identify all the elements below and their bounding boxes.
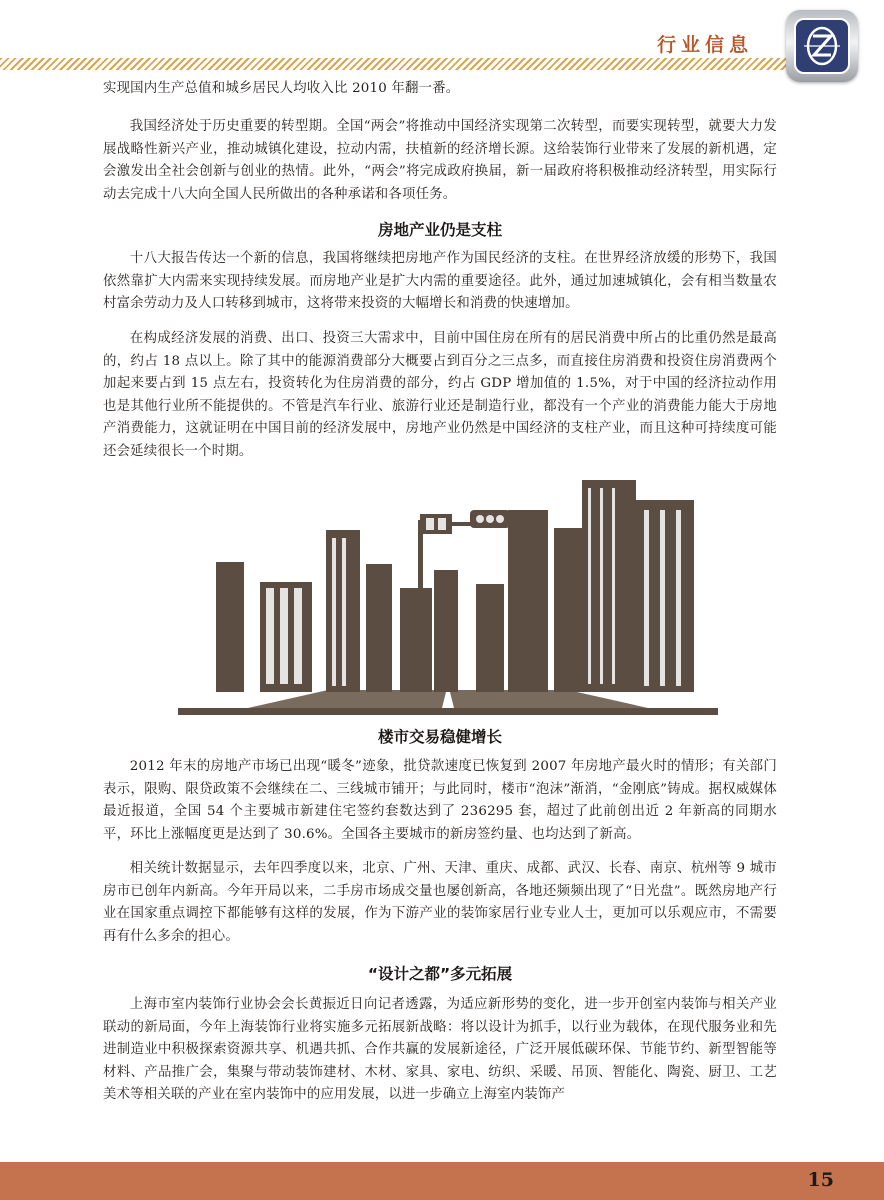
paragraph-shanghai-association: 上海市室内装饰行业协会会长黄振近日向记者透露，为适应新形势的变化，进一步开创室内装饰与相关产业联动的新局面，今年上海装饰行业将实施多元拓展新战略：将以设计为抓手，以行业为载体，在现代服务业和先进制造业中积极探索资源共享、机遇共抓、合作共赢的发展新途径，广泛开展低碳环保、节能节约、新型智能等材料、产品推广会，集聚与带动装饰建材、木材、家具、家电、纺织、采暖、吊顶、智能化、陶瓷、厨卫、工艺美术等相关联的产业在室内装饰中的应用发展，以进一步确立上海室内装饰产: [103, 997, 777, 1103]
page-number: 15: [807, 1169, 834, 1191]
paragraph-consumption: 在构成经济发展的消费、出口、投资三大需求中，目前中国住房在所有的居民消费中所占的比重仍然是最高的，约占 18 点以上。除了其中的能源消费部分大概要占到百分之三点多，而直接住房消费和投资住房消费两个加起来要占到 15 点左右，投资转化为住房消费的部分，约占 GDP 增加值的 1.5%，对于中国的经济拉动作用也是其他行业所不能提供的。不管是汽车行业、旅游行业还是制造行业，都没有一个产业的消费能力能大于房地产消费能力，这就证明在中国目前的经济发展中，房地产业仍然是中国经济的支柱产业，而且这种可持续度可能还会延续很长一个时期。: [103, 331, 777, 459]
paragraph-statistics: 相关统计数据显示，去年四季度以来，北京、广州、天津、重庆、成都、武汉、长春、南京、杭州等 9 城市房市已创年内新高。今年开局以来，二手房市场成交量也屡创新高，各地还频频出现了“日光盘”。既然房地产行业在国家重点调控下都能够有这样的发展，作为下游产业的装饰家居行业专业人士，更加可以乐观应市，不需要再有什么多余的担心。: [103, 861, 777, 944]
section-title: 行业信息: [656, 34, 753, 56]
paragraph-eighteenth-congress: 十八大报告传达一个新的信息，我国将继续把房地产作为国民经济的支柱。在世界经济放缓的形势下，我国依然靠扩大内需来实现持续发展。而房地产业是扩大内需的重要途径。此外，通过加速城镇化，会有相当数量农村富余劳动力及人口转移到城市，这将带来投资的大幅增长和消费的快速增加。: [103, 251, 777, 312]
heading-market-growth: 楼市交易稳健增长: [377, 728, 502, 746]
page-footer: [0, 1162, 884, 1200]
city-skyline-illustration: [178, 470, 718, 720]
header-stripe: [0, 58, 790, 70]
paragraph-intro: 实现国内生产总值和城乡居民人均收入比 2010 年翻一番。: [103, 81, 460, 96]
company-logo-icon: [786, 10, 858, 82]
paragraph-transformation: 我国经济处于历史重要的转型期。全国“两会”将推动中国经济实现第二次转型，而要实现转型，就要大力发展战略性新兴产业，推动城镇化建设，拉动内需，扶植新的经济增长源。这给装饰行业带来了发展的新机遇，定会激发出全社会创新与创业的热情。此外，“两会”将完成政府换届，新一届政府将积极推动经济转型，用实际行动去完成十八大向全国人民所做出的各种承诺和各项任务。: [103, 119, 777, 202]
heading-design-capital: “设计之都”多元拓展: [367, 965, 513, 983]
heading-real-estate-pillar: 房地产业仍是支柱: [377, 221, 502, 239]
paragraph-warm-winter: 2012 年末的房地产市场已出现“暖冬”迹象，批贷款速度已恢复到 2007 年房地产最火时的情形；有关部门表示，限购、限贷政策不会继续在二、三线城市铺开；与此同时，楼市“泡沫”渐消，“金刚底”铸成。据权威媒体最近报道，全国 54 个主要城市新建住宅签约套数达到了 236295 套，超过了此前创出近 2 年新高的同期水平，环比上涨幅度更是达到了 30.6%。全国各主要城市的新房签约量、也均达到了新高。: [103, 759, 777, 842]
page-header: [0, 0, 884, 80]
